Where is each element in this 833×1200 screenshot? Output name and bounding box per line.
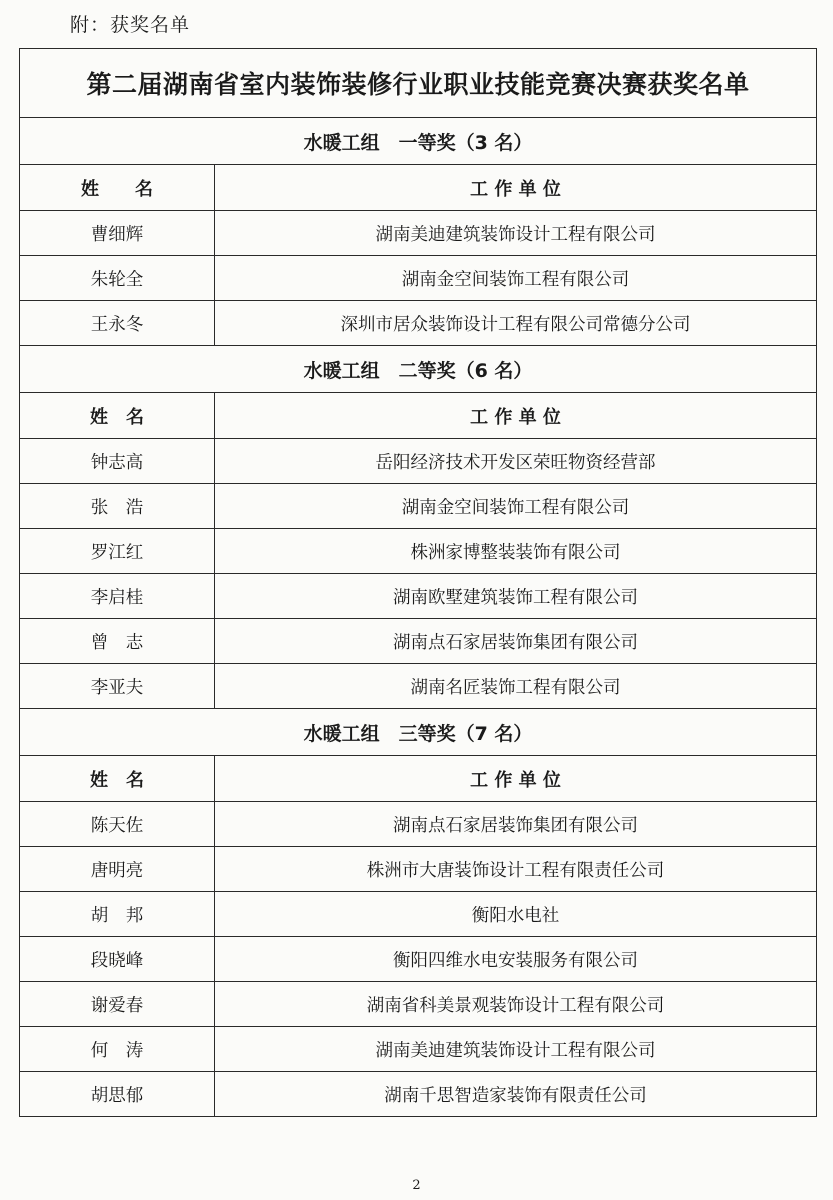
winner-name: 李亚夫: [20, 664, 215, 709]
column-header-unit: 工 作 单 位: [215, 756, 817, 802]
winner-unit: 岳阳经济技术开发区荣旺物资经营部: [215, 439, 817, 484]
table-row: [20, 256, 817, 301]
table-row: [20, 484, 817, 529]
winner-unit: 湖南点石家居装饰集团有限公司: [215, 802, 817, 847]
table-row: [20, 802, 817, 847]
winner-unit: 株洲家博整装装饰有限公司: [215, 529, 817, 574]
table-row: [20, 619, 817, 664]
winner-name: 陈天佐: [20, 802, 215, 847]
winner-name: 谢爱春: [20, 982, 215, 1027]
winner-name: 胡 邦: [20, 892, 215, 937]
winner-name: 胡思郁: [20, 1072, 215, 1117]
winner-unit: 湖南省科美景观装饰设计工程有限公司: [215, 982, 817, 1027]
award-list-table: [19, 48, 817, 1117]
table-row: [20, 1072, 817, 1117]
winner-unit: 深圳市居众装饰设计工程有限公司常德分公司: [215, 301, 817, 346]
section-heading-row: [20, 346, 817, 393]
section-heading-first-prize: 水暖工组 一等奖（3 名）: [20, 118, 817, 165]
winner-name: 曹细辉: [20, 211, 215, 256]
table-row: [20, 439, 817, 484]
winner-name: 李启桂: [20, 574, 215, 619]
winner-name: 王永冬: [20, 301, 215, 346]
column-header-row: [20, 393, 817, 439]
winner-unit: 衡阳水电社: [215, 892, 817, 937]
table-row: [20, 937, 817, 982]
winner-name: 朱轮全: [20, 256, 215, 301]
table-row: [20, 529, 817, 574]
winner-unit: 湖南美迪建筑装饰设计工程有限公司: [215, 211, 817, 256]
column-header-name: 姓 名: [20, 165, 215, 211]
column-header-row: [20, 756, 817, 802]
column-header-name: 姓 名: [20, 756, 215, 802]
attachment-label: 附：获奖名单: [70, 14, 191, 36]
winner-unit: 湖南金空间装饰工程有限公司: [215, 484, 817, 529]
winner-unit: 衡阳四维水电安装服务有限公司: [215, 937, 817, 982]
winner-name: 何 涛: [20, 1027, 215, 1072]
winner-unit: 湖南欧墅建筑装饰工程有限公司: [215, 574, 817, 619]
title-row: [20, 49, 817, 118]
winner-unit: 株洲市大唐装饰设计工程有限责任公司: [215, 847, 817, 892]
winner-name: 罗江红: [20, 529, 215, 574]
table-row: [20, 211, 817, 256]
winner-unit: 湖南美迪建筑装饰设计工程有限公司: [215, 1027, 817, 1072]
winner-name: 唐明亮: [20, 847, 215, 892]
section-heading-row: [20, 709, 817, 756]
table-row: [20, 301, 817, 346]
winner-name: 张 浩: [20, 484, 215, 529]
table-row: [20, 847, 817, 892]
table-row: [20, 982, 817, 1027]
winner-unit: 湖南名匠装饰工程有限公司: [215, 664, 817, 709]
winner-unit: 湖南点石家居装饰集团有限公司: [215, 619, 817, 664]
section-heading-row: [20, 118, 817, 165]
column-header-name: 姓 名: [20, 393, 215, 439]
winner-name: 段晓峰: [20, 937, 215, 982]
winner-name: 曾 志: [20, 619, 215, 664]
section-heading-second-prize: 水暖工组 二等奖（6 名）: [20, 346, 817, 393]
table-row: [20, 664, 817, 709]
table-row: [20, 1027, 817, 1072]
table-row: [20, 892, 817, 937]
column-header-unit: 工 作 单 位: [215, 165, 817, 211]
page-number: 2: [412, 1178, 421, 1193]
section-heading-third-prize: 水暖工组 三等奖（7 名）: [20, 709, 817, 756]
winner-unit: 湖南千思智造家装饰有限责任公司: [215, 1072, 817, 1117]
winner-unit: 湖南金空间装饰工程有限公司: [215, 256, 817, 301]
table-row: [20, 574, 817, 619]
winner-name: 钟志高: [20, 439, 215, 484]
column-header-unit: 工 作 单 位: [215, 393, 817, 439]
column-header-row: [20, 165, 817, 211]
document-title: 第二届湖南省室内装饰装修行业职业技能竞赛决赛获奖名单: [20, 49, 817, 118]
